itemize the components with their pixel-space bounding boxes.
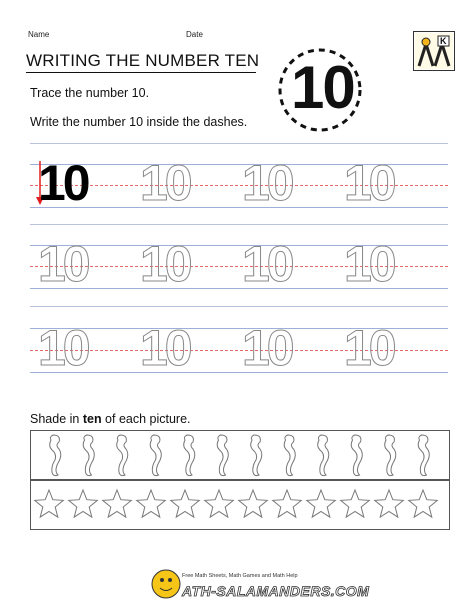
- traced-number[interactable]: 10: [38, 320, 88, 376]
- starfish-icon[interactable]: [409, 490, 438, 517]
- seahorse-icon[interactable]: [318, 435, 329, 476]
- seahorse-icon[interactable]: [50, 435, 61, 476]
- starfish-icon[interactable]: [103, 490, 132, 517]
- traced-number[interactable]: 10: [242, 320, 292, 376]
- shade-instruction: Shade in ten of each picture.: [30, 412, 191, 426]
- traced-number[interactable]: 10: [140, 155, 190, 211]
- traced-number[interactable]: 10: [140, 320, 190, 376]
- seahorse-row: [30, 430, 450, 480]
- seahorse-icon[interactable]: [418, 435, 429, 476]
- seahorse-icon[interactable]: [284, 435, 295, 476]
- name-label: Name: [28, 30, 50, 39]
- seahorse-icon[interactable]: [184, 435, 195, 476]
- trace-instruction: Trace the number 10.: [30, 86, 150, 100]
- seahorse-icon[interactable]: [251, 435, 262, 476]
- traced-number[interactable]: 10: [242, 236, 292, 292]
- solid-number: 10: [38, 155, 88, 211]
- traced-number[interactable]: 10: [344, 320, 394, 376]
- seahorse-icon[interactable]: [150, 435, 161, 476]
- starfish-icon[interactable]: [171, 490, 200, 517]
- logo-letter: K: [440, 36, 447, 46]
- salamander-logo: [413, 31, 455, 71]
- write-instruction: Write the number 10 inside the dashes.: [30, 115, 248, 129]
- shade-count-word: ten: [82, 412, 102, 426]
- starfish-icon[interactable]: [273, 490, 302, 517]
- traced-number[interactable]: 10: [344, 236, 394, 292]
- starfish-icon[interactable]: [205, 490, 234, 517]
- seahorse-icon[interactable]: [83, 435, 94, 476]
- practice-row-1: [30, 143, 448, 213]
- salamander-mascot-icon: [150, 568, 182, 600]
- seahorse-icon[interactable]: [217, 435, 228, 476]
- starfish-icon[interactable]: [307, 490, 336, 517]
- big-number: 10: [291, 54, 354, 121]
- seahorse-icon[interactable]: [351, 435, 362, 476]
- traced-number[interactable]: 10: [38, 236, 88, 292]
- seahorse-icon[interactable]: [385, 435, 396, 476]
- traced-number[interactable]: 10: [140, 236, 190, 292]
- footer-brand: ATH-SALAMANDERS.COM: [182, 583, 370, 599]
- traced-number[interactable]: 10: [344, 155, 394, 211]
- starfish-icon[interactable]: [69, 490, 98, 517]
- starfish-icon[interactable]: [239, 490, 268, 517]
- practice-row-3: [30, 306, 448, 381]
- seahorse-icon[interactable]: [117, 435, 128, 476]
- traced-number[interactable]: 10: [242, 155, 292, 211]
- starfish-icon[interactable]: [35, 490, 64, 517]
- starfish-icon[interactable]: [341, 490, 370, 517]
- practice-row-2: [30, 224, 448, 294]
- starfish-icon[interactable]: [375, 490, 404, 517]
- starfish-icon[interactable]: [137, 490, 166, 517]
- date-label: Date: [186, 30, 203, 39]
- starfish-row: [30, 480, 450, 530]
- title-underline: [26, 72, 256, 73]
- page-title: WRITING THE NUMBER TEN: [26, 51, 260, 70]
- footer-tagline: Free Math Sheets, Math Games and Math Help: [182, 573, 298, 579]
